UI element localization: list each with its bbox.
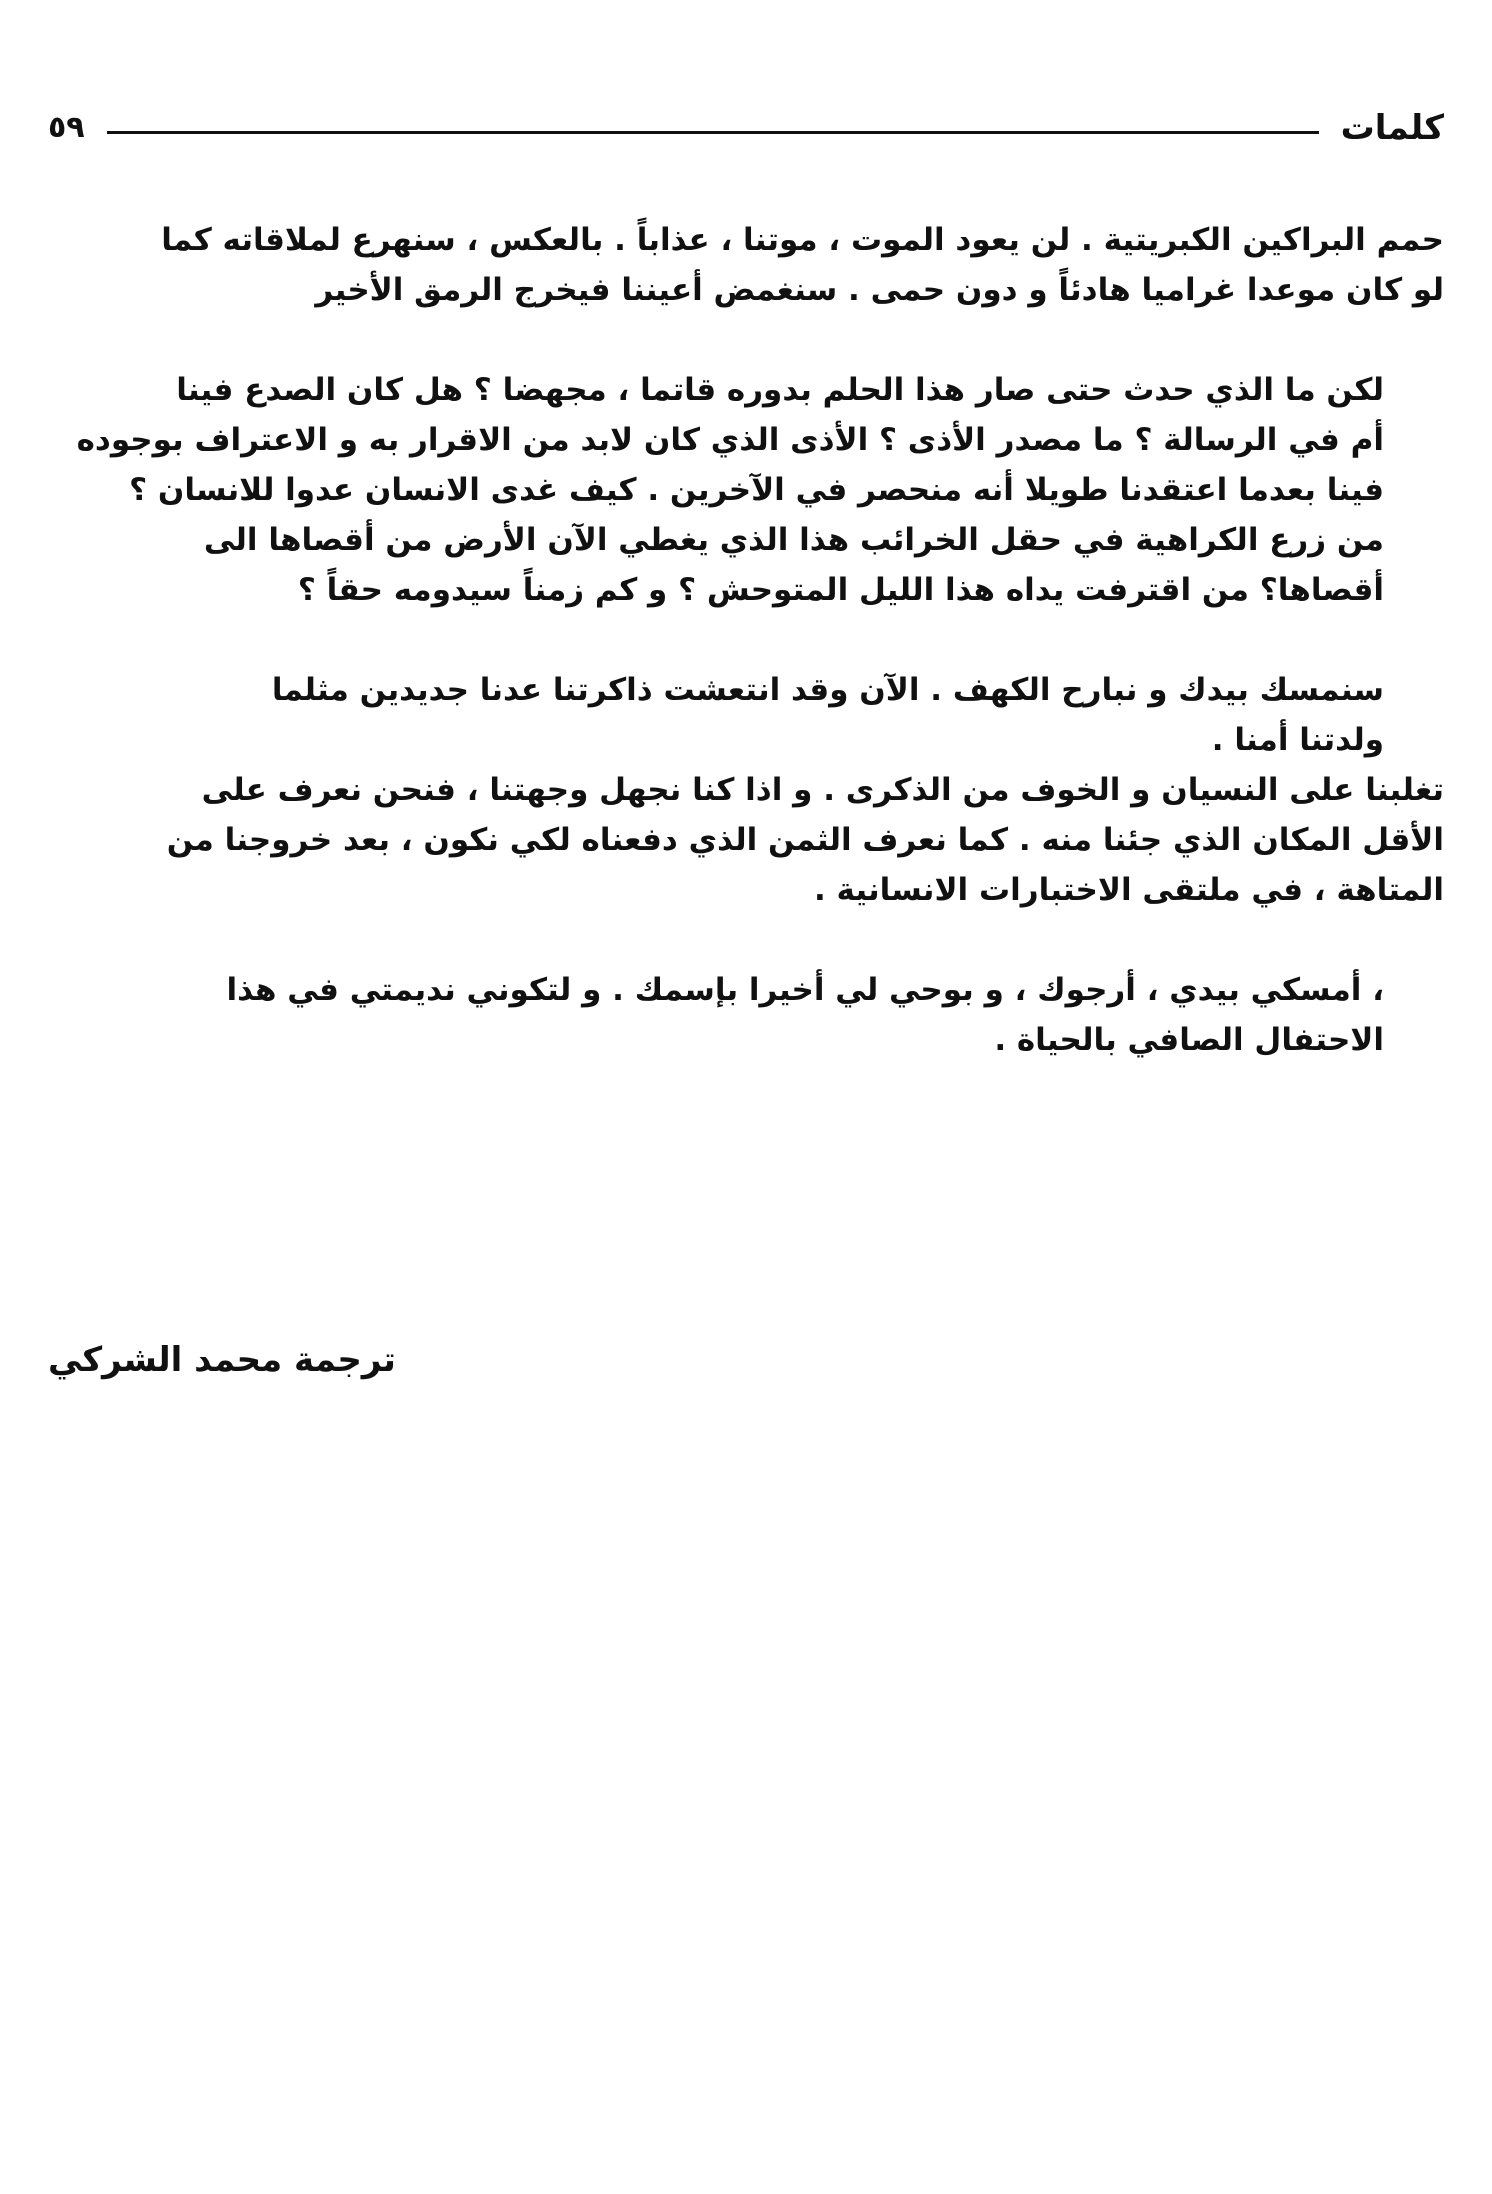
text-line: سنمسك بيدك و نبارح الكهف . الآن وقد انتعشت ذاكرتنا عدنا جديدين مثلما	[271, 672, 1384, 708]
running-header	[48, 108, 1444, 148]
text-line: لكن ما الذي حدث حتى صار هذا الحلم بدوره قاتما ، مجهضا ؟ هل كان الصدع فينا	[176, 372, 1384, 408]
text-line: المتاهة ، في ملتقى الاختبارات الانسانية .	[813, 872, 1444, 908]
text-line: من زرع الكراهية في حقل الخرائب هذا الذي يغطي الآن الأرض من أقصاها الى	[203, 522, 1384, 558]
text-line: أقصاها؟ من اقترفت يداه هذا الليل المتوحش ؟ و كم زمناً سيدومه حقاً ؟	[297, 572, 1384, 608]
text-line: فينا بعدما اعتقدنا طويلا أنه منحصر في الآخرين . كيف غدى الانسان عدوا للانسان ؟	[129, 472, 1384, 508]
text-line: الأقل المكان الذي جئنا منه . كما نعرف الثمن الذي دفعناه لكي نكون ، بعد خروجنا من	[166, 822, 1444, 858]
paragraph-5	[48, 965, 1444, 1065]
text-line: ، أمسكي بيدي ، أرجوك ، و بوحي لي أخيرا بإسمك . و لتكوني نديمتي في هذا	[226, 972, 1384, 1008]
text-line: الاحتفال الصافي بالحياة .	[994, 1022, 1384, 1058]
text-line: تغلبنا على النسيان و الخوف من الذكرى . و اذا كنا نجهل وجهتنا ، فنحن نعرف على	[201, 772, 1444, 808]
text-line: حمم البراكين الكبريتية . لن يعود الموت ، موتنا ، عذاباً . بالعكس ، سنهرع لملاقاته كما	[161, 222, 1444, 258]
translator-signature: ترجمة محمد الشركي	[48, 1340, 396, 1380]
paragraph-3	[48, 665, 1444, 765]
paragraph-1	[48, 215, 1444, 315]
body-text	[48, 215, 1444, 1115]
text-line: ولدتنا أمنا .	[1211, 722, 1384, 758]
paragraph-2	[48, 365, 1444, 615]
text-line: أم في الرسالة ؟ ما مصدر الأذى ؟ الأذى الذي كان لابد من الاقرار به و الاعتراف بوجوده	[76, 422, 1384, 458]
paragraph-4	[48, 765, 1444, 915]
header-title: كلمات	[1340, 108, 1444, 148]
text-line: لو كان موعدا غراميا هادئاً و دون حمى . سنغمض أعيننا فيخرج الرمق الأخير	[315, 272, 1444, 308]
page-number: ٥٩	[48, 110, 85, 145]
header-rule	[107, 131, 1319, 134]
